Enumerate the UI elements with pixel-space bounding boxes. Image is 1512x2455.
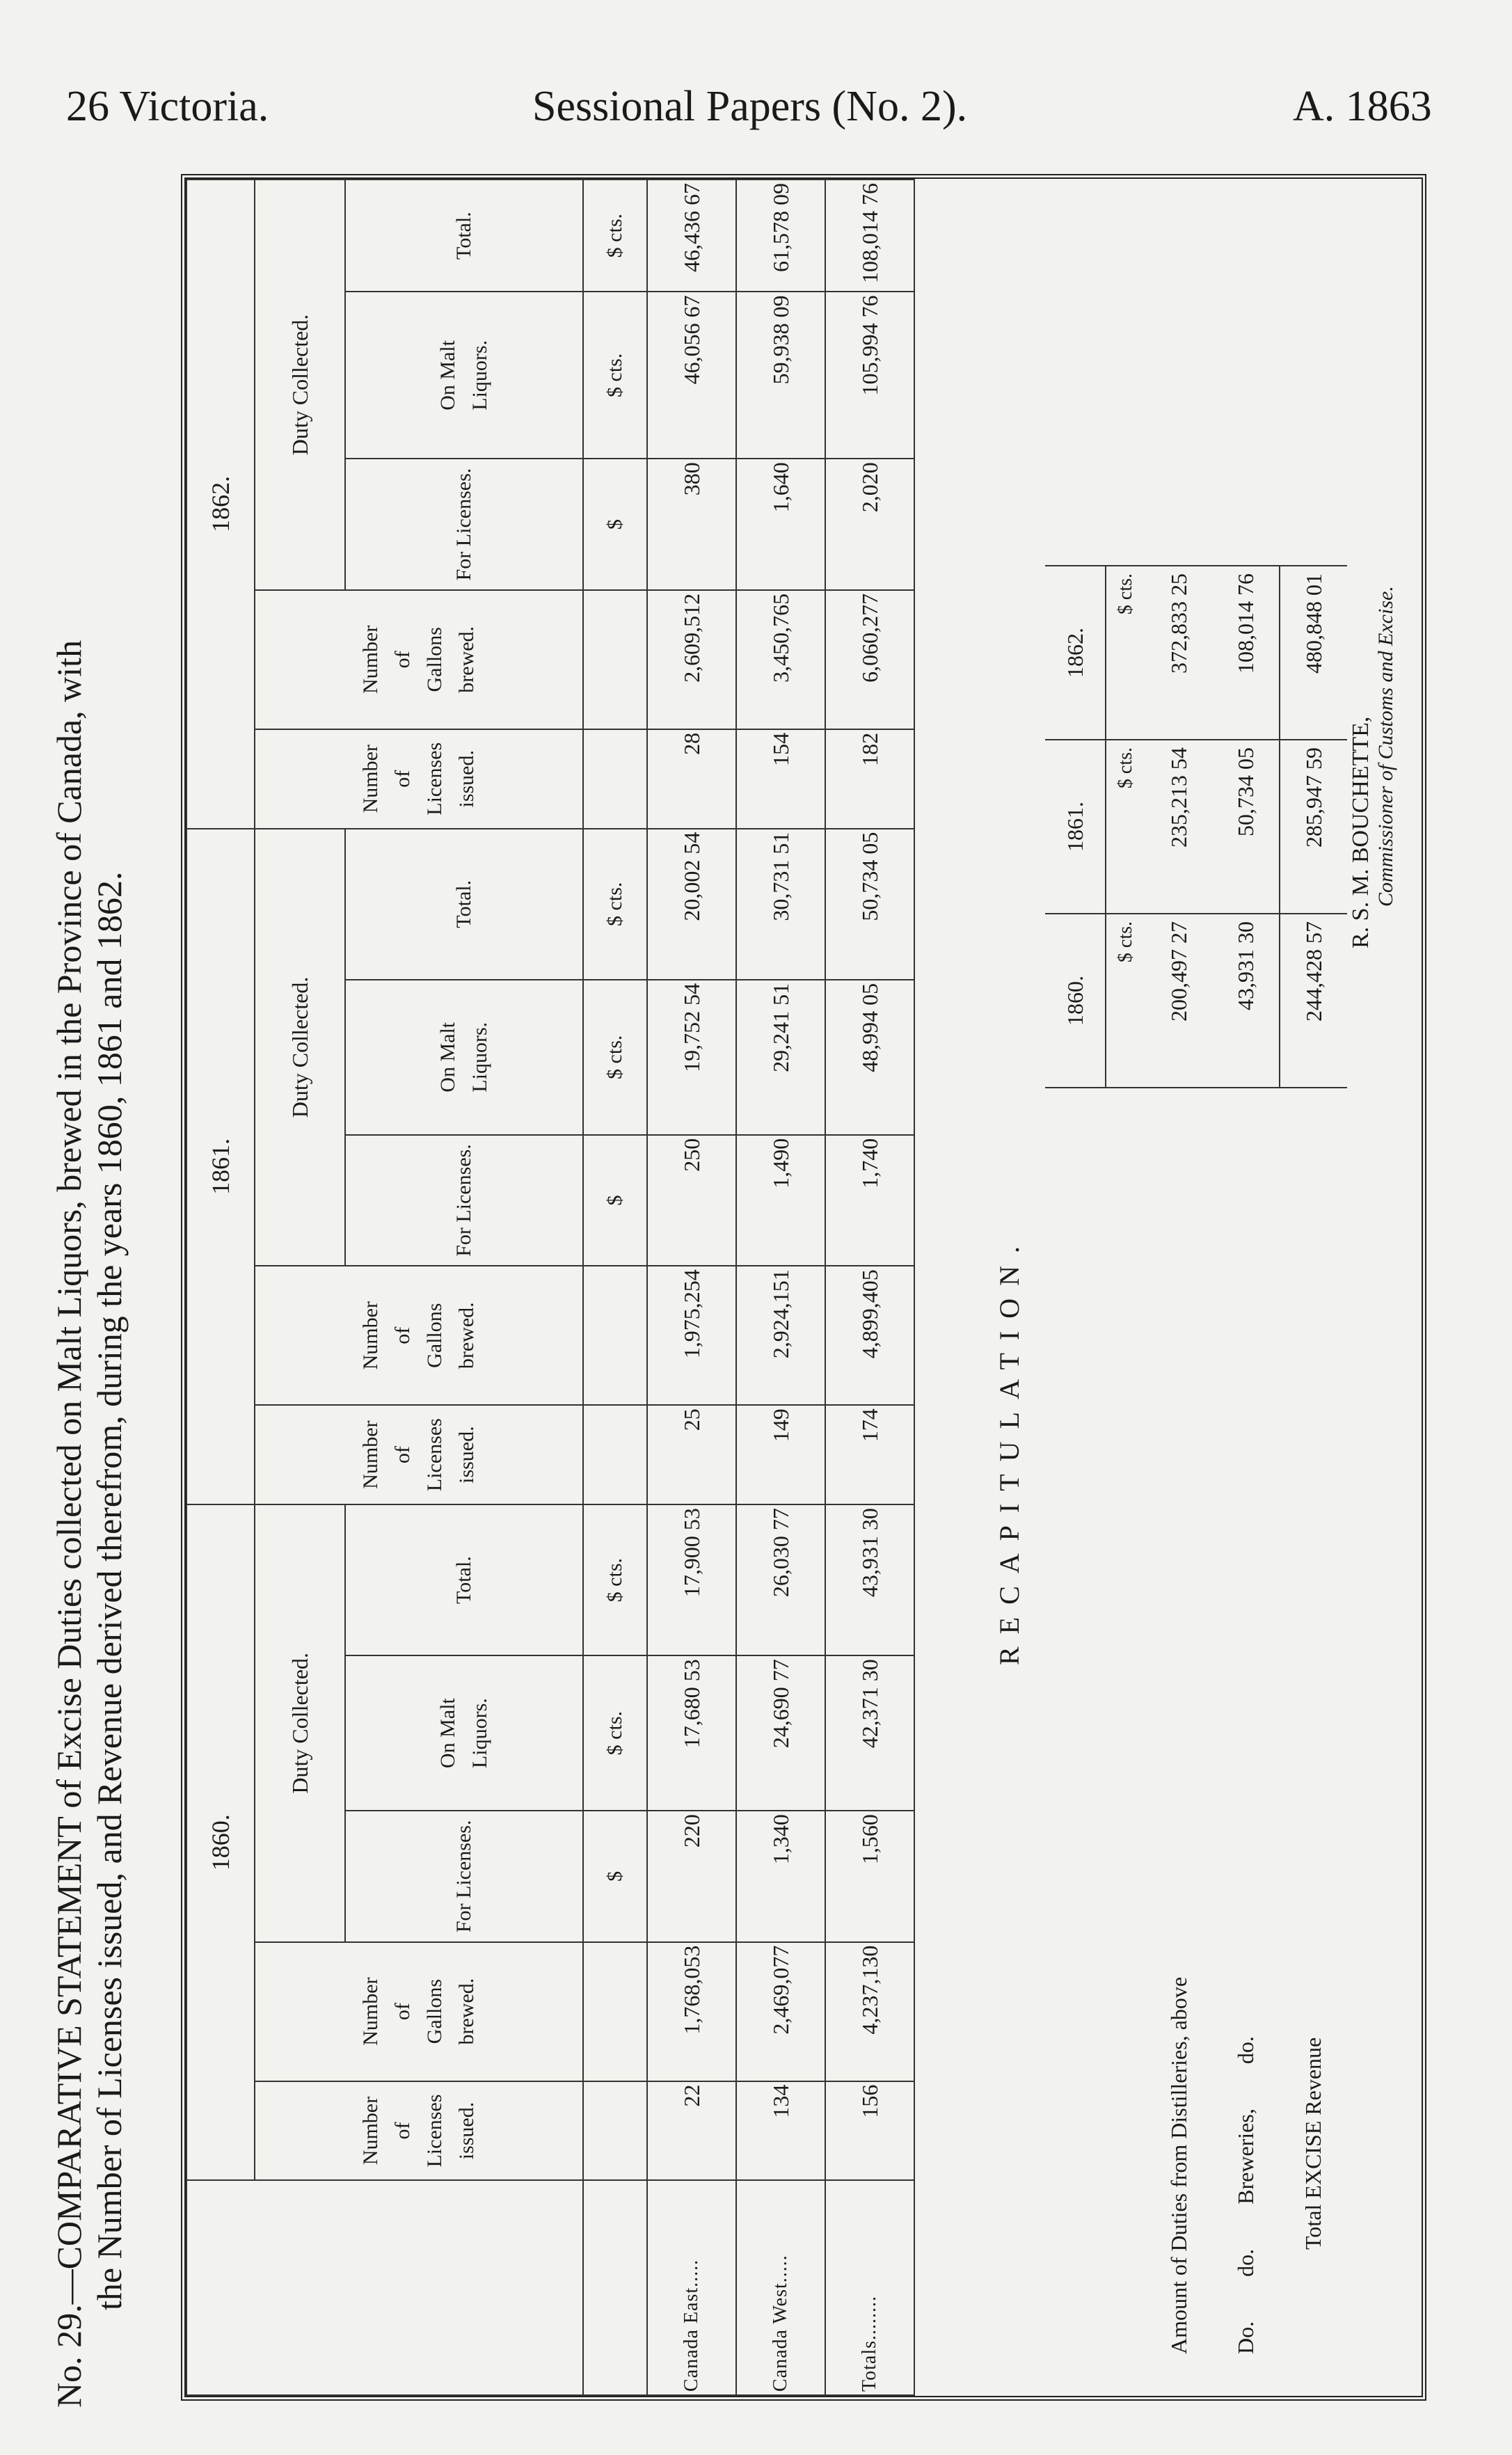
- recapitulation-table: [1045, 204, 1347, 2361]
- table-cell: 25: [647, 1405, 736, 1504]
- table-cell: 2,020: [825, 459, 914, 590]
- statement-caption: [49, 181, 167, 2408]
- duty-collected-header: Duty Collected.: [255, 829, 345, 1266]
- table-cell: 108,014 76: [825, 180, 914, 292]
- table-cell: 19,752 54: [647, 980, 736, 1135]
- caption-line-1: No. 29.—COMPARATIVE STATEMENT of Excise Duties collected on Malt Liquors, brewed in the Province of Canada, with: [49, 639, 88, 2408]
- table-cell: 24,690 77: [736, 1655, 825, 1811]
- totals-row: [825, 180, 914, 2395]
- table-cell: 2,924,151: [736, 1266, 825, 1405]
- year-header-row: [186, 180, 255, 2395]
- table-cell: 220: [647, 1811, 736, 1942]
- recap-year-1861: 1861.: [1045, 740, 1106, 914]
- sessional-papers-label: Sessional Papers (No. 2).: [532, 83, 968, 130]
- table-cell: 134: [736, 2081, 825, 2181]
- unit-dollar-cts: $ cts.: [1106, 914, 1145, 1088]
- recap-cell: 372,833 25: [1145, 566, 1212, 740]
- recap-label: Amount of Duties from Distilleries, above: [1165, 1976, 1191, 2354]
- recap-year-row: [1045, 204, 1106, 2361]
- recap-label: Do. do. Breweries, do.: [1233, 2036, 1258, 2354]
- table-cell: 43,931 30: [825, 1504, 914, 1655]
- recapitulation-title: RECAPITULATION.: [994, 1234, 1025, 1665]
- recap-units-row: [1106, 204, 1145, 2361]
- table-cell: 149: [736, 1405, 825, 1504]
- recap-cell: 244,428 57: [1280, 914, 1347, 1088]
- year-1861-header: 1861.: [186, 829, 255, 1504]
- year-label: A. 1863: [1293, 83, 1432, 130]
- unit-dollar: $: [583, 1811, 647, 1942]
- for-licenses-header: For Licenses.: [345, 459, 583, 590]
- on-malt-header: On Malt Liquors.: [345, 1655, 583, 1811]
- licenses-issued-header: Number of Licenses issued.: [255, 1405, 583, 1504]
- total-header: Total.: [345, 180, 583, 292]
- table-cell: 156: [825, 2081, 914, 2181]
- total-header: Total.: [345, 829, 583, 980]
- table-cell: 1,340: [736, 1811, 825, 1942]
- unit-dollar-cts: $ cts.: [583, 292, 647, 459]
- year-1862-header: 1862.: [186, 180, 255, 829]
- unit-dollar-cts: $ cts.: [583, 1504, 647, 1655]
- total-header: Total.: [345, 1504, 583, 1655]
- table-cell: 46,056 67: [647, 292, 736, 459]
- malt-liquor-table: [186, 179, 915, 2396]
- recap-cell: 50,734 05: [1212, 740, 1280, 914]
- for-licenses-header: For Licenses.: [345, 1811, 583, 1942]
- recap-year-1860: 1860.: [1045, 914, 1106, 1088]
- table-cell: 4,899,405: [825, 1266, 914, 1405]
- table-cell: 59,938 09: [736, 292, 825, 459]
- gallons-brewed-header: Number of Gallons brewed.: [255, 1942, 583, 2081]
- table-cell: 2,609,512: [647, 590, 736, 729]
- table-cell: 28: [647, 729, 736, 829]
- recap-cell: 285,947 59: [1280, 740, 1347, 914]
- year-1860-header: 1860.: [186, 1504, 255, 2180]
- duty-collected-header: Duty Collected.: [255, 180, 345, 590]
- table-cell: 380: [647, 459, 736, 590]
- statement-frame: [181, 174, 1426, 2401]
- unit-dollar-cts: $ cts.: [1106, 566, 1145, 740]
- recap-year-1862: 1862.: [1045, 566, 1106, 740]
- table-cell: 4,237,130: [825, 1942, 914, 2081]
- recap-label: Total EXCISE Revenue: [1300, 2037, 1326, 2250]
- table-cell: 154: [736, 729, 825, 829]
- recap-cell: 235,213 54: [1145, 740, 1212, 914]
- table-cell: 3,450,765: [736, 590, 825, 729]
- table-cell: 30,731 51: [736, 829, 825, 980]
- table-cell: 20,002 54: [647, 829, 736, 980]
- table-cell: 6,060,277: [825, 590, 914, 729]
- table-cell: 50,734 05: [825, 829, 914, 980]
- unit-dollar-cts: $ cts.: [583, 980, 647, 1135]
- table-cell: 1,768,053: [647, 1942, 736, 2081]
- row-label: Canada West.....: [736, 2180, 825, 2395]
- for-licenses-header: For Licenses.: [345, 1135, 583, 1266]
- unit-dollar-cts: $ cts.: [583, 1655, 647, 1811]
- table-cell: 1,560: [825, 1811, 914, 1942]
- licenses-issued-header: Number of Licenses issued.: [255, 729, 583, 829]
- unit-dollar-cts: $ cts.: [1106, 740, 1145, 914]
- recap-total-row: [1280, 204, 1347, 2361]
- signatory-name: R. S. M. BOUCHETTE,: [1348, 716, 1374, 948]
- table-cell: 17,900 53: [647, 1504, 736, 1655]
- recap-cell: 43,931 30: [1212, 914, 1280, 1088]
- row-label-header: [186, 2180, 583, 2395]
- table-row: [736, 180, 825, 2395]
- table-cell: 182: [825, 729, 914, 829]
- signature-block: [1348, 253, 1398, 948]
- licenses-issued-header: Number of Licenses issued.: [255, 2081, 583, 2181]
- table-cell: 1,640: [736, 459, 825, 590]
- units-row: [583, 180, 647, 2395]
- row-label: Totals........: [825, 2180, 914, 2395]
- table-cell: 26,030 77: [736, 1504, 825, 1655]
- table-cell: 61,578 09: [736, 180, 825, 292]
- recap-cell: 480,848 01: [1280, 566, 1347, 740]
- on-malt-header: On Malt Liquors.: [345, 980, 583, 1135]
- unit-dollar: $: [583, 1135, 647, 1266]
- session-label: 26 Victoria.: [66, 83, 269, 130]
- table-cell: 29,241 51: [736, 980, 825, 1135]
- row-label: Canada East.....: [647, 2180, 736, 2395]
- table-cell: 174: [825, 1405, 914, 1504]
- table-cell: 42,371 30: [825, 1655, 914, 1811]
- unit-dollar-cts: $ cts.: [583, 180, 647, 292]
- unit-dollar: $: [583, 459, 647, 590]
- table-cell: 1,975,254: [647, 1266, 736, 1405]
- on-malt-header: On Malt Liquors.: [345, 292, 583, 459]
- table-cell: 250: [647, 1135, 736, 1266]
- group-header-row: [255, 180, 345, 2395]
- caption-line-2: the Number of Licenses issued, and Revenue derived therefrom, during the years 1860, 1861 and 1862.: [90, 871, 129, 2310]
- table-cell: 48,994 05: [825, 980, 914, 1135]
- recap-cell: 108,014 76: [1212, 566, 1280, 740]
- table-cell: 1,740: [825, 1135, 914, 1266]
- table-cell: 17,680 53: [647, 1655, 736, 1811]
- table-cell: 46,436 67: [647, 180, 736, 292]
- unit-dollar-cts: $ cts.: [583, 829, 647, 980]
- table-row: [647, 180, 736, 2395]
- table-cell: 1,490: [736, 1135, 825, 1266]
- gallons-brewed-header: Number of Gallons brewed.: [255, 590, 583, 729]
- gallons-brewed-header: Number of Gallons brewed.: [255, 1266, 583, 1405]
- table-cell: 105,994 76: [825, 292, 914, 459]
- table-cell: 22: [647, 2081, 736, 2181]
- recap-row: [1145, 204, 1212, 2361]
- duty-collected-header: Duty Collected.: [255, 1504, 345, 1942]
- rotated-statement: [49, 167, 1454, 2422]
- recap-cell: 200,497 27: [1145, 914, 1212, 1088]
- signatory-title: Commissioner of Customs and Excise.: [1374, 586, 1397, 907]
- recap-row: [1212, 204, 1280, 2361]
- table-cell: 2,469,077: [736, 1942, 825, 2081]
- page-header: [0, 0, 1512, 153]
